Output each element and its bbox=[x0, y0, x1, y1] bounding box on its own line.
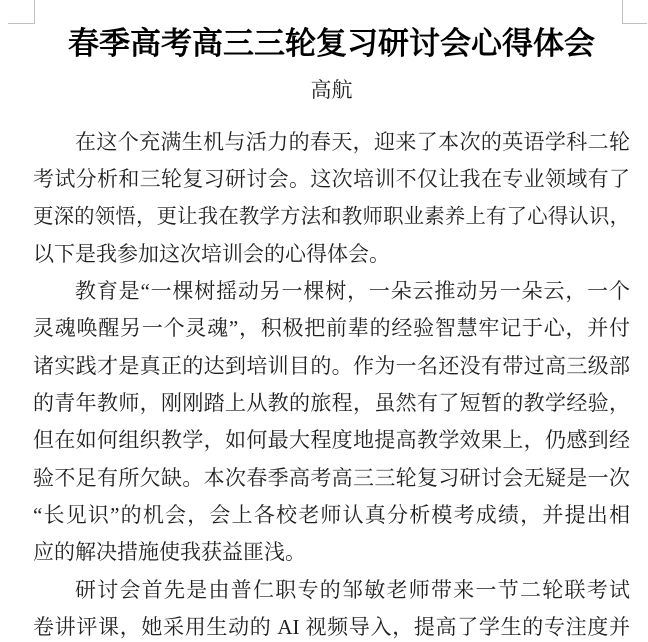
document-title[interactable]: 春季高考高三三轮复习研讨会心得体会 bbox=[68, 26, 595, 61]
text-boundary-mark-top-left bbox=[8, 0, 35, 24]
body-line[interactable]: 诸实践才是真正的达到培训目的。作为一名还没有带过高三级部 bbox=[33, 353, 630, 378]
body-line[interactable]: 以下是我参加这次培训会的心得体会。 bbox=[33, 241, 390, 266]
body-line[interactable]: 验不足有所欠缺。本次春季高考高三三轮复习研讨会无疑是一次 bbox=[33, 465, 630, 490]
body-line[interactable]: 灵魂唤醒另一个灵魂”，积极把前辈的经验智慧牢记于心，并付 bbox=[33, 316, 630, 341]
text-area[interactable] bbox=[33, 0, 630, 642]
body-line[interactable]: 但在如何组织教学，如何最大程度地提高教学效果上，仍感到经 bbox=[33, 428, 630, 453]
body-line[interactable]: 考试分析和三轮复习研讨会。这次培训不仅让我在专业领域有了 bbox=[33, 167, 630, 192]
body-line[interactable]: 研讨会首先是由普仁职专的邹敏老师带来一节二轮联考试 bbox=[75, 577, 630, 602]
document-body bbox=[33, 124, 630, 642]
body-line[interactable]: “长见识”的机会，会上各校老师认真分析模考成绩，并提出相 bbox=[33, 502, 630, 527]
document-author[interactable]: 高航 bbox=[310, 78, 353, 102]
body-line[interactable]: 应的解决措施使我获益匪浅。 bbox=[33, 540, 306, 565]
body-line[interactable]: 教育是“一棵树摇动另一棵树，一朵云推动另一朵云，一个 bbox=[75, 279, 630, 304]
body-line[interactable]: 更深的领悟，更让我在教学方法和教师职业素养上有了心得认识， bbox=[33, 205, 630, 228]
paragraph-3 bbox=[33, 572, 630, 642]
body-line[interactable]: 在这个充满生机与活力的春天，迎来了本次的英语学科二轮 bbox=[75, 130, 630, 154]
paragraph-1 bbox=[33, 124, 630, 273]
paragraph-2 bbox=[33, 273, 630, 571]
body-line[interactable]: 的青年教师，刚刚踏上从教的旅程，虽然有了短暂的教学经验， bbox=[33, 391, 630, 416]
body-line[interactable]: 卷讲评课，她采用生动的 AI 视频导入，提高了学生的专注度并 bbox=[33, 614, 630, 639]
